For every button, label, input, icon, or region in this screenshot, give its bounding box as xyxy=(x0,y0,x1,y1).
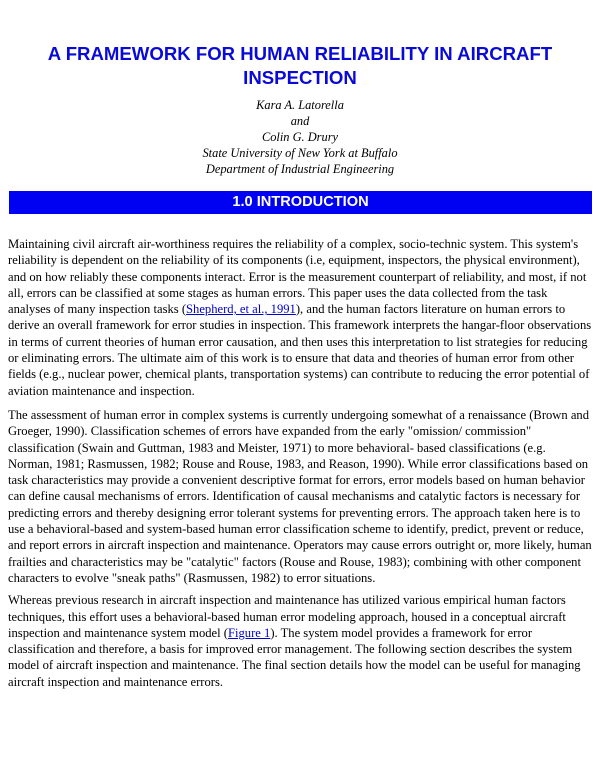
figure-link-1[interactable]: Figure 1 xyxy=(227,625,271,640)
section-heading-introduction: 1.0 INTRODUCTION xyxy=(9,191,592,214)
document-title: A FRAMEWORK FOR HUMAN RELIABILITY IN AIRCRAFT INSPECTION xyxy=(47,43,553,88)
paragraph-3 xyxy=(8,592,592,690)
author-affiliation: State University of New York at Buffalo xyxy=(202,146,398,160)
paragraph-1-text-b: ), and the human factors literature on human errors to derive an overall framework for error studies in inspection. This framework interprets the hangar-floor observations in terms of current theories of human error causation, and then uses this interpretation to list strategies for reducing or eliminating errors. The ultimate aim of this work is to ensure that data and theories of human error from other fields (e.g., nuclear power, chemical plants, transportation systems) can contribute to reducing the error potential of aviation maintenance and inspection. xyxy=(8,302,592,398)
author-department: Department of Industrial Engineering xyxy=(205,162,395,176)
paragraph-1 xyxy=(8,236,592,399)
paragraph-1-text-a: Maintaining civil aircraft air-worthiness requires the reliability of a complex, socio-technic system. This system's reliability is dependent on the reliability of its components (i.e, equipment, inspectors, the physical environment), and on how reliably these components interact. Error is the measurement counterpart of reliability, and most, if not all, errors can be classified at some stages as human errors. This paper uses the data collected from the task analyses of many inspection tasks ( xyxy=(8,237,587,317)
citation-link-shepherd[interactable]: Shepherd, et al., 1991 xyxy=(186,302,296,317)
paragraph-2: The assessment of human error in complex systems is currently undergoing somewhat of a renaissance (Brown and Groeger, 1990). Classification schemes of errors have expanded from the early "omission/ commission" classification (Swain and Guttman, 1983 and Meister, 1971) to more behavioral- based classifications (e.g. Norman, 1981; Rasmussen, 1982; Rouse and Rouse, 1983, and Reason, 1990). While error classifications based on task characteristics may provide a convenient descriptive format for errors, error models based on human behavior can define causal mechanisms of errors. Identification of causal mechanisms and catalytic factors is necessary for predicting errors and thereby designing error tolerant systems for preventing errors. The approach taken here is to use a behavioral-based and system-based human error classification scheme to identify, predict, prevent or reduce, and report errors in aircraft inspection and maintenance. Operators may cause errors outright or, more likely, human frailties and characteristics may be "catalytic" factors (Rouse and Rouse, 1983); combining with other component characters to evolve "sneak paths" (Rasmussen, 1982) to error situations. xyxy=(8,407,592,585)
paragraph-3-text-a: Whereas previous research in aircraft inspection and maintenance has utilized various empirical human factors techniques, this effort uses a behavioral-based human error modeling approach, housed in a conceptual aircraft inspection and maintenance system model ( xyxy=(8,593,566,640)
author-block xyxy=(0,97,600,177)
author-conjunction: and xyxy=(290,114,310,128)
author-name-2: Colin G. Drury xyxy=(261,130,339,144)
document-body xyxy=(8,236,592,698)
paragraph-3-text-b: ). The system model provides a framework for error classification and therefore, a basis for improved error management. The following section describes the system model of aircraft inspection and maintenance. The final section details how the model can be useful for managing aircraft inspection and maintenance errors. xyxy=(8,625,581,689)
author-name-1: Kara A. Latorella xyxy=(256,98,344,112)
